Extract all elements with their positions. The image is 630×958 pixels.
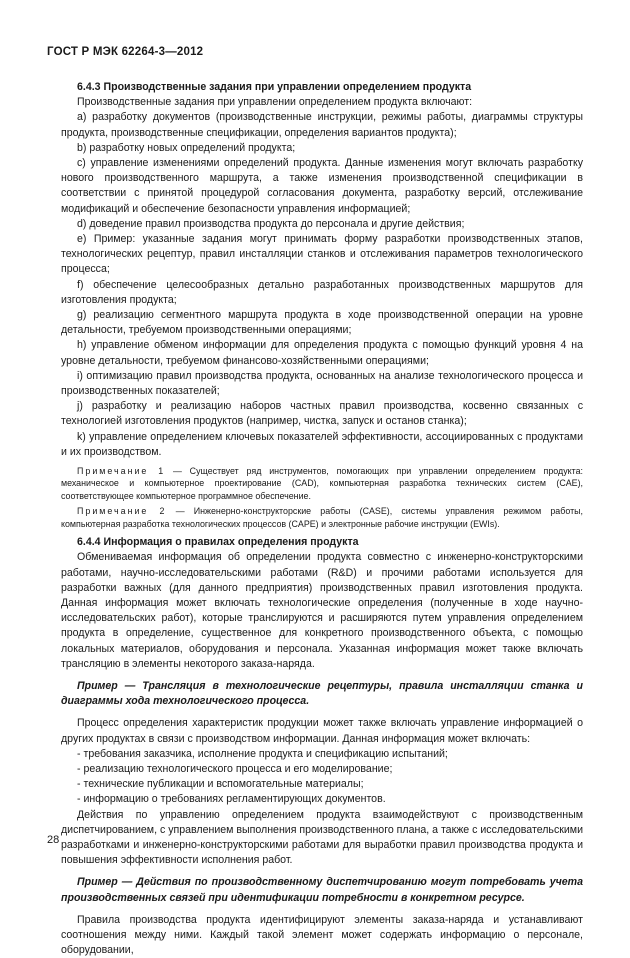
intro-paragraph: Производственные задания при управлении определением продукта включают: [77, 96, 473, 109]
dash-item: - технические публикации и вспомогательные материалы; [77, 778, 364, 791]
notes-block [61, 465, 583, 530]
document-header: ГОСТ Р МЭК 62264-3—2012 [47, 46, 204, 58]
page-body [61, 80, 583, 958]
list-item: а) разработку документов (производственные инструкции, режимы работы, диаграммы структуры продукта, производственные спецификации, определения вариантов продукта); [61, 111, 583, 139]
paragraph: Действия по управлению определением продукта взаимодействуют с производственным диспетчированием, с управлением выполнения производственного плана, а также с исследовательскими разработками и инженерно-конструкторскими работами для выработки правил производства продукта и повышения эффективности исполнения работ. [61, 808, 583, 867]
dash-item: - реализацию технологического процесса и его моделирование; [77, 762, 393, 775]
page-number: 28 [47, 834, 60, 846]
list-item: i) оптимизацию правил производства продукта, основанных на анализе технологического процесса и производственных показателей; [61, 369, 583, 398]
dash-item: - требования заказчика, исполнение продукта и спецификацию испытаний; [77, 747, 448, 760]
note-2 [61, 505, 583, 530]
list-item: g) реализацию сегментного маршрута продукта в ходе производственной операции на уровне детальности, требуемом производственными операциями; [61, 309, 583, 337]
section-heading-6-4-4: 6.4.4 Информация о правилах определения продукта [77, 536, 359, 549]
note-text: — Существует ряд инструментов, помогающих при управлении определением продукта: механическое и компьютерное проектирование (CAD), компьютерная разработка технических систем (CAE), соответствующее компьютерное программное обеспечение. [61, 466, 583, 501]
list-item: e) Пример: указанные задания могут принимать форму разработки производственных этапов, технологических рецептур, правил инсталляции станков и отслеживания параметров технологического процесса; [61, 233, 583, 276]
section-heading-6-4-3: 6.4.3 Производственные задания при управлении определением продукта [77, 81, 472, 93]
example-block [61, 875, 583, 905]
example-block [61, 679, 583, 709]
note-label: Примечание 1 [77, 466, 166, 477]
example-2: Пример — Действия по производственному диспетчированию могут потребовать учета производственных связей при идентификации потребности в конкретном ресурсе. [61, 876, 583, 904]
list-item: j) разработку и реализацию наборов частных правил производства, косвенно связанных с технологией изготовления продуктов (например, чистка, запуск и останов станка); [61, 400, 583, 428]
list-item: k) управление определением ключевых показателей эффективности, ассоциированных с продуктами и их производством. [61, 430, 583, 458]
list-item: b) разработку новых определений продукта; [77, 141, 296, 154]
paragraph: Правила производства продукта идентифицируют элементы заказа-наряда и устанавливают соотношения между ними. Каждый такой элемент может содержать информацию о персонале, оборудовании, [61, 913, 583, 957]
paragraph: Обмениваемая информация об определении продукта совместно с инженерно-конструкторскими работами, научно-исследовательскими работами (R&D) и прочими работами используется для разработки важных (для данного предприятия) производственных правил изготовления продукта. Данная информация может включать технологические определения (полученные в ходе научно-исследовательских работ), которые транслируются и расширяются путем управления определением продукта в определение, существенное для конкретного производственного объекта, с помощью локальных материалов, оборудования и персонала. Указанная информация может также включать трансляцию в элементы некоторого заказа-наряда. [61, 551, 583, 670]
note-label: Примечание 2 [77, 506, 167, 517]
note-1 [61, 465, 583, 502]
list-item: f) обеспечение целесообразных детально разработанных производственных маршрутов для изготовления продукта; [61, 278, 583, 306]
example-1: Пример — Трансляция в технологические рецептуры, правила инсталляции станка и диаграммы хода технологического процесса. [61, 679, 583, 708]
list-item: h) управление обменом информации для определения продукта с помощью функций уровня 4 на уровне детальности, требуемом финансово-хозяйственными операциями; [61, 339, 583, 367]
dash-item: - информацию о требованиях регламентирующих документов. [77, 793, 386, 806]
list-item: c) управление изменениями определений продукта. Данные изменения могут включать разработку нового производственного маршрута, а также изменения производственной спецификации в соответствии с принятой процедурой согласования документа, разработку версий, отслеживание модификаций и обеспечение безопасности управления информацией; [61, 157, 583, 215]
paragraph: Процесс определения характеристик продукции может также включать управление информацией о других продуктах в связи с производством информации. Данная информация может включать: [61, 717, 583, 745]
note-text: — Инженерно-конструкторские работы (CASE), системы управления режимом работы, компьютерная разработка технологических процессов (CAPE) и электронные рабочие инструкции (EWIs). [61, 506, 583, 529]
list-item: d) доведение правил производства продукта до персонала и другие действия; [77, 217, 465, 230]
